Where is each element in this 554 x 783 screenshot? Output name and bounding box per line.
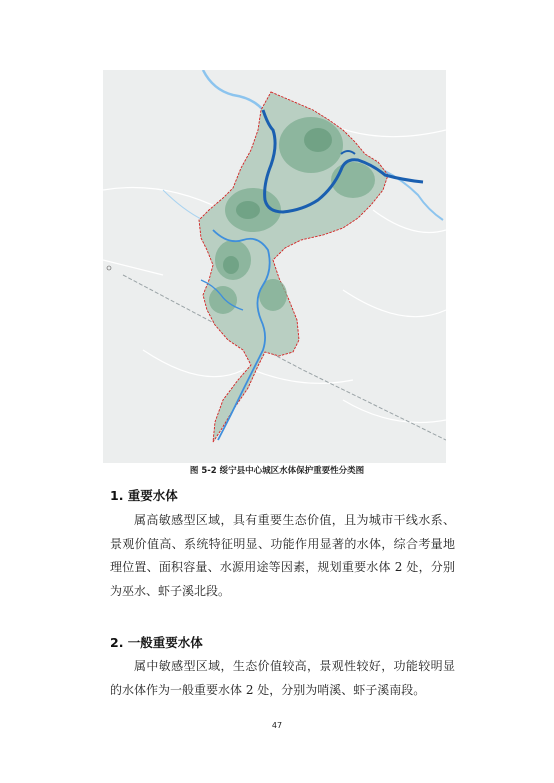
river-other <box>203 70 263 110</box>
section-heading: 1. 重要水体 <box>110 488 178 503</box>
section-paragraph: 属中敏感型区域，生态价值较高，景观性较好，功能较明显的水体作为一般重要水体 2 处，分别为哨溪、虾子溪南段。 <box>110 659 455 697</box>
page-number: 47 <box>271 721 283 730</box>
section-heading: 2. 一般重要水体 <box>110 635 203 650</box>
section-paragraph: 属高敏感型区域，具有重要生态价值，且为城市干线水系、景观价值高、系统特征明显、功能作用显著的水体，综合考量地理位置、面积容量、水源用途等因素，规划重要水体 2 处，分别为巫水、虾子溪北段。 <box>110 513 455 598</box>
town-marker <box>107 266 111 270</box>
figure-caption: 图 5-2 绥宁县中心城区水体保护重要性分类图 <box>189 466 365 476</box>
map-canvas <box>103 70 446 463</box>
classification-map <box>103 70 446 463</box>
